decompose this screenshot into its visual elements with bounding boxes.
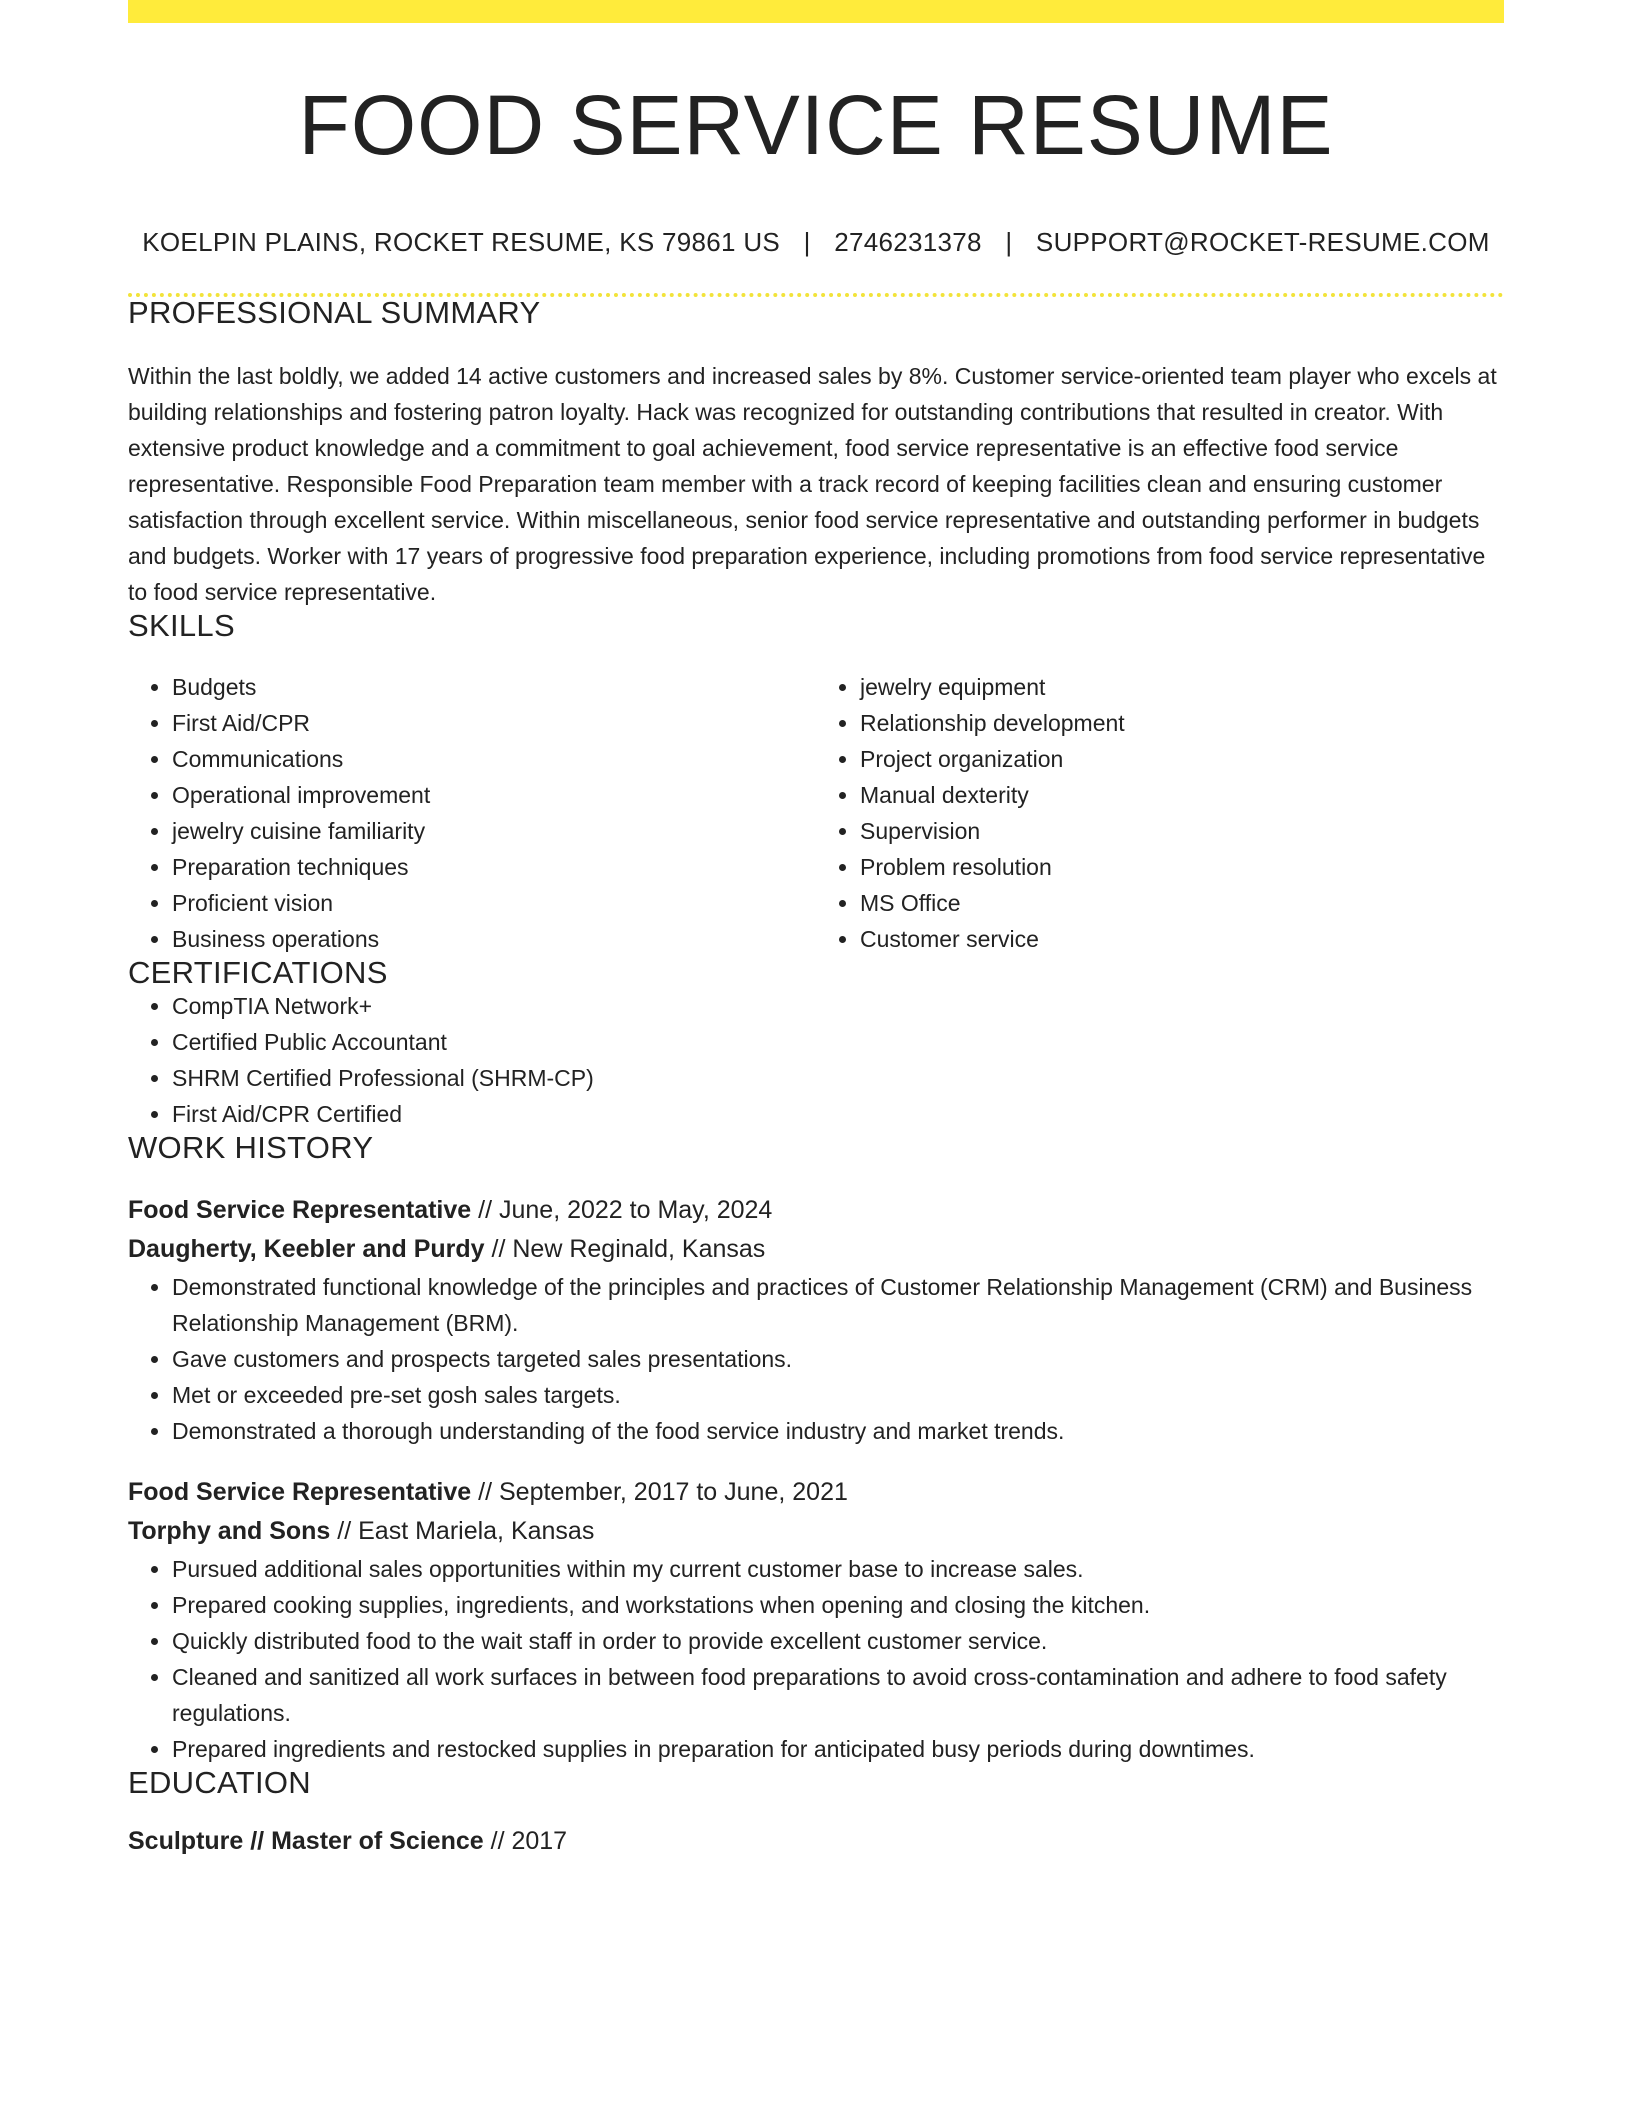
skills-heading: SKILLS (128, 608, 235, 643)
job-dates: // September, 2017 to June, 2021 (478, 1478, 848, 1506)
job-bullets (128, 1269, 1504, 1449)
job-bullet: • Demonstrated functional knowledge of the principles and practices of Customer Relationship Management (CRM) and Business Relationship Management (BRM). (172, 1269, 1504, 1341)
contact-address: KOELPIN PLAINS, ROCKET RESUME, KS 79861 US (142, 227, 781, 257)
skill-item: • jewelry cuisine familiarity (172, 813, 816, 849)
summary-heading: PROFESSIONAL SUMMARY (128, 295, 541, 330)
job-title: Food Service Representative (128, 1478, 472, 1506)
work-history-heading: WORK HISTORY (128, 1130, 374, 1165)
education-field: Sculpture // Master of Science (128, 1827, 484, 1855)
skill-item: • Relationship development (860, 705, 1504, 741)
certification-item: • SHRM Certified Professional (SHRM-CP) (172, 1060, 1504, 1096)
job-bullet: • Pursued additional sales opportunities within my current customer base to increase sales. (172, 1551, 1504, 1587)
job-title-line (128, 1473, 1504, 1512)
job-title: Food Service Representative (128, 1196, 472, 1224)
contact-separator: | (1005, 227, 1013, 257)
job-location: // East Mariela, Kansas (337, 1517, 595, 1545)
skill-item: • Operational improvement (172, 777, 816, 813)
skill-item: • Budgets (172, 669, 816, 705)
certification-item: • First Aid/CPR Certified (172, 1096, 1504, 1132)
certifications-heading: CERTIFICATIONS (128, 955, 388, 990)
job-bullet: • Cleaned and sanitized all work surfaces in between food preparations to avoid cross-contamination and adhere to food safety regulations. (172, 1659, 1504, 1731)
skill-item: • Communications (172, 741, 816, 777)
certification-item: • CompTIA Network+ (172, 988, 1504, 1024)
education-heading: EDUCATION (128, 1765, 311, 1800)
skill-item: • Proficient vision (172, 885, 816, 921)
contact-email: SUPPORT@ROCKET-RESUME.COM (1035, 227, 1490, 257)
job-bullet: • Prepared cooking supplies, ingredients, and workstations when opening and closing the kitchen. (172, 1587, 1504, 1623)
job-title-line (128, 1191, 1504, 1230)
skill-item: • First Aid/CPR (172, 705, 816, 741)
job-entry (128, 1473, 1504, 1551)
skills-columns (128, 669, 1504, 957)
skill-item: • Supervision (860, 813, 1504, 849)
job-company: Torphy and Sons (128, 1517, 331, 1545)
skills-list-left (128, 669, 816, 957)
skill-item: • Problem resolution (860, 849, 1504, 885)
resume-title: FOOD SERVICE RESUME (298, 78, 1334, 172)
skill-item: • jewelry equipment (860, 669, 1504, 705)
contact-line (128, 229, 1504, 255)
job-dates: // June, 2022 to May, 2024 (478, 1196, 773, 1224)
job-bullet: • Gave customers and prospects targeted sales presentations. (172, 1341, 1504, 1377)
skill-item: • Project organization (860, 741, 1504, 777)
skills-list-right (816, 669, 1504, 957)
education-year: // 2017 (490, 1827, 568, 1855)
skill-item: • Customer service (860, 921, 1504, 957)
job-company-line (128, 1512, 1504, 1551)
job-bullet: • Quickly distributed food to the wait staff in order to provide excellent customer service. (172, 1623, 1504, 1659)
job-bullet: • Prepared ingredients and restocked supplies in preparation for anticipated busy periods during downtimes. (172, 1731, 1504, 1767)
job-location: // New Reginald, Kansas (491, 1235, 766, 1263)
job-company: Daugherty, Keebler and Purdy (128, 1235, 485, 1263)
contact-separator: | (803, 227, 811, 257)
accent-top-bar (128, 0, 1504, 23)
job-bullet: • Met or exceeded pre-set gosh sales targets. (172, 1377, 1504, 1413)
resume-page (128, 0, 1504, 1861)
education-entry (128, 1822, 1504, 1861)
skill-item: • Business operations (172, 921, 816, 957)
certification-item: • Certified Public Accountant (172, 1024, 1504, 1060)
skill-item: • Preparation techniques (172, 849, 816, 885)
job-entry (128, 1191, 1504, 1269)
skill-item: • Manual dexterity (860, 777, 1504, 813)
contact-phone: 2746231378 (834, 227, 982, 257)
job-bullet: • Demonstrated a thorough understanding of the food service industry and market trends. (172, 1413, 1504, 1449)
summary-text: Within the last boldly, we added 14 active customers and increased sales by 8%. Customer service-oriented team player who excels at building relationships and fostering patron loyalty. Hack was recognized for outstanding contributions that resulted in creator. With extensive product knowledge and a commitment to goal achievement, food service representative is an effective food service representative. Responsible Food Preparation team member with a track record of keeping facilities clean and ensuring customer satisfaction through excellent service. Within miscellaneous, senior food service representative and outstanding performer in budgets and budgets. Worker with 17 years of progressive food preparation experience, including promotions from food service representative to food service representative. (128, 363, 1497, 605)
job-bullets (128, 1551, 1504, 1767)
job-company-line (128, 1230, 1504, 1269)
skill-item: • MS Office (860, 885, 1504, 921)
certifications-list (128, 988, 1504, 1132)
